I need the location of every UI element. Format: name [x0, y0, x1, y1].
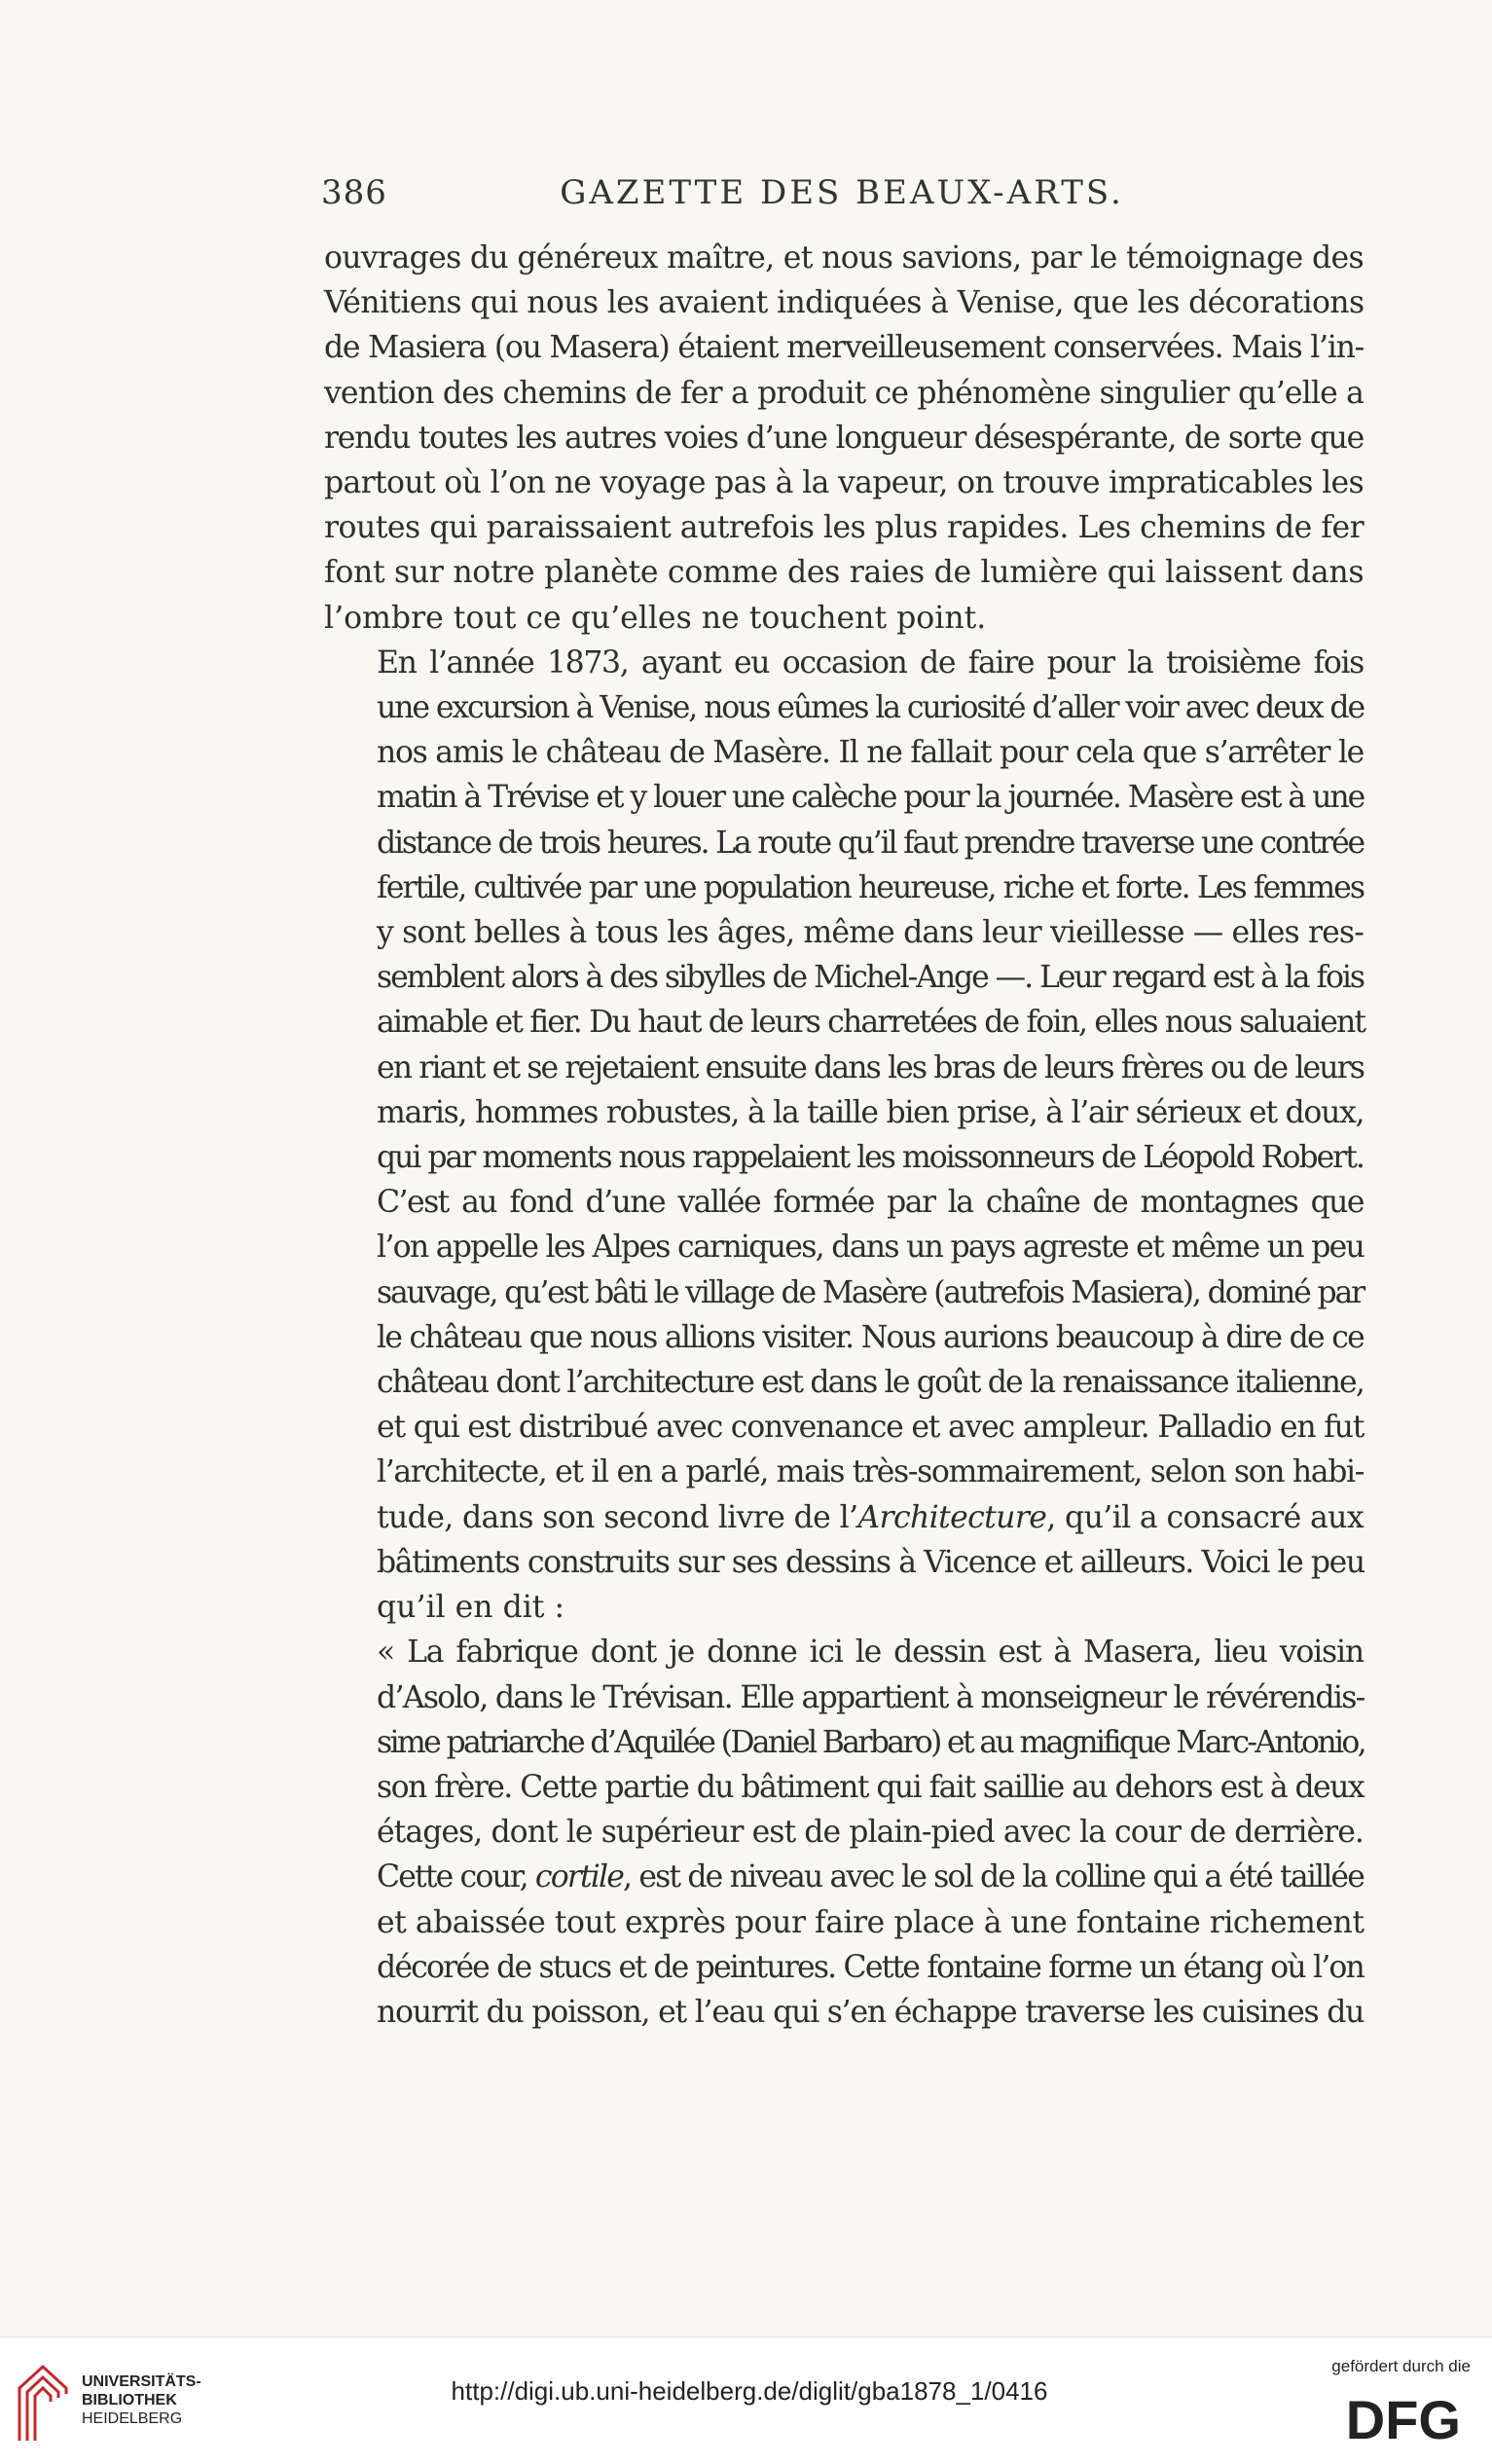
text-line: tude, dans son second livre de l’Architecture, qu’il a consacré aux	[377, 1499, 1364, 1535]
page-number: 386	[321, 173, 387, 212]
running-title: GAZETTE DES BEAUX-ARTS.	[560, 173, 1124, 212]
text-line: vention des chemins de fer a produit ce phénomène singulier qu’elle a	[324, 375, 1364, 411]
text-line: maris, hommes robustes, à la taille bien prise, à l’air sérieux et doux,	[377, 1094, 1365, 1130]
dfg-logo-icon	[1315, 2388, 1471, 2446]
text-line: nos amis le château de Masère. Il ne fallait pour cela que s’arrêter le	[377, 735, 1364, 771]
text-line: le château que nous allions visiter. Nous aurions beaucoup à dire de ce	[377, 1319, 1364, 1355]
text-line: et abaissée tout exprès pour faire place à une fontaine richement	[377, 1904, 1365, 1940]
paragraph	[324, 641, 1364, 1180]
text-line: d’Asolo, dans le Trévisan. Elle appartient à monseigneur le révérendis-	[377, 1679, 1365, 1715]
text-line: C’est au fond d’une vallée formée par la chaîne de montagnes que	[377, 1185, 1364, 1221]
text-line: qui par moments nous rappelaient les moissonneurs de Léopold Robert.	[377, 1140, 1364, 1176]
text-line: en riant et se rejetaient ensuite dans les bras de leurs frères ou de leurs	[377, 1049, 1364, 1085]
text-line: et qui est distribué avec convenance et avec ampleur. Palladio en fut	[377, 1410, 1365, 1446]
text-line: l’ombre tout ce qu’elles ne touchent point.	[324, 600, 987, 636]
paragraph	[324, 236, 1364, 641]
text-line: qu’il en dit :	[377, 1590, 565, 1626]
text-line: Vénitiens qui nous les avaient indiquées à Venise, que les décorations	[324, 285, 1365, 321]
text-line: de Masiera (ou Masera) étaient merveilleusement conservées. Mais l’in-	[324, 330, 1364, 366]
text-line: bâtiments construits sur ses dessins à Vicence et ailleurs. Voici le peu	[377, 1544, 1365, 1580]
text-line: nourrit du poisson, et l’eau qui s’en échappe traverse les cuisines du	[377, 1994, 1365, 2030]
text-line: son frère. Cette partie du bâtiment qui fait saillie au dehors est à deux	[377, 1769, 1365, 1805]
text-line: En l’année 1873, ayant eu occasion de faire pour la troisième fois	[377, 644, 1364, 680]
text-line: rendu toutes les autres voies d’une longueur désespérante, de sorte que	[324, 420, 1364, 456]
text-line: font sur notre planète comme des raies de lumière qui laissent dans	[324, 555, 1365, 591]
text-line: sime patriarche d’Aquilée (Daniel Barbaro) et au magnifique Marc-Antonio,	[377, 1724, 1365, 1760]
page-header	[321, 173, 1363, 222]
text-line: une excursion à Venise, nous eûmes la curiosité d’aller voir avec deux de	[377, 690, 1364, 726]
text-line: partout où l’on ne voyage pas à la vapeur, on trouve impraticables les	[324, 465, 1364, 501]
source-url-link[interactable]: http://digi.ub.uni-heidelberg.de/diglit/gba1878_1/0416	[451, 2376, 1048, 2406]
text-line: château dont l’architecture est dans le goût de la renaissance italienne,	[377, 1365, 1364, 1401]
text-line: matin à Trévise et y louer une calèche pour la journée. Masère est à une	[377, 780, 1365, 816]
text-line: fertile, cultivée par une population heureuse, riche et forte. Les femmes	[377, 869, 1365, 905]
footer-bar	[0, 2336, 1492, 2464]
dfg-logo-text: DFG	[1345, 2389, 1461, 2446]
text-line: y sont belles à tous les âges, même dans leur vieillesse — elles res-	[377, 915, 1364, 951]
funded-by-label: gefördert durch die	[1331, 2357, 1471, 2375]
text-line: semblent alors à des sibylles de Michel-Ange —. Leur regard est à la fois	[377, 960, 1365, 996]
text-line: décorée de stucs et de peintures. Cette fontaine forme un étang où l’on	[377, 1949, 1364, 1985]
text-line: « La fabrique dont je donne ici le dessin est à Masera, lieu voisin	[377, 1635, 1364, 1671]
text-line: l’architecte, et il en a parlé, mais très-sommairement, selon son habi-	[377, 1454, 1364, 1490]
text-line: distance de trois heures. La route qu’il faut prendre traverse une contrée	[377, 825, 1364, 861]
library-name: UNIVERSITÄTS- BIBLIOTHEK HEIDELBERG	[82, 2373, 201, 2427]
text-line: routes qui paraissaient autrefois les plus rapides. Les chemins de fer	[324, 510, 1365, 546]
text-line: l’on appelle les Alpes carniques, dans un pays agreste et même un peu	[377, 1230, 1365, 1266]
paragraph	[324, 1630, 1364, 2035]
body-text	[324, 236, 1364, 2035]
text-line: aimable et fier. Du haut de leurs charretées de foin, elles nous saluaient	[377, 1005, 1365, 1041]
text-line: sauvage, qu’est bâti le village de Masère (autrefois Masiera), dominé par	[377, 1274, 1364, 1310]
paragraph	[324, 1180, 1364, 1630]
text-line: étages, dont le supérieur est de plain-pied avec la cour de derrière.	[377, 1815, 1364, 1851]
text-line: ouvrages du généreux maître, et nous savions, par le témoignage des	[324, 240, 1364, 276]
heidelberg-library-logo-icon	[14, 2359, 72, 2446]
text-line: Cette cour, cortile, est de niveau avec le sol de la colline qui a été taillée	[377, 1859, 1364, 1895]
